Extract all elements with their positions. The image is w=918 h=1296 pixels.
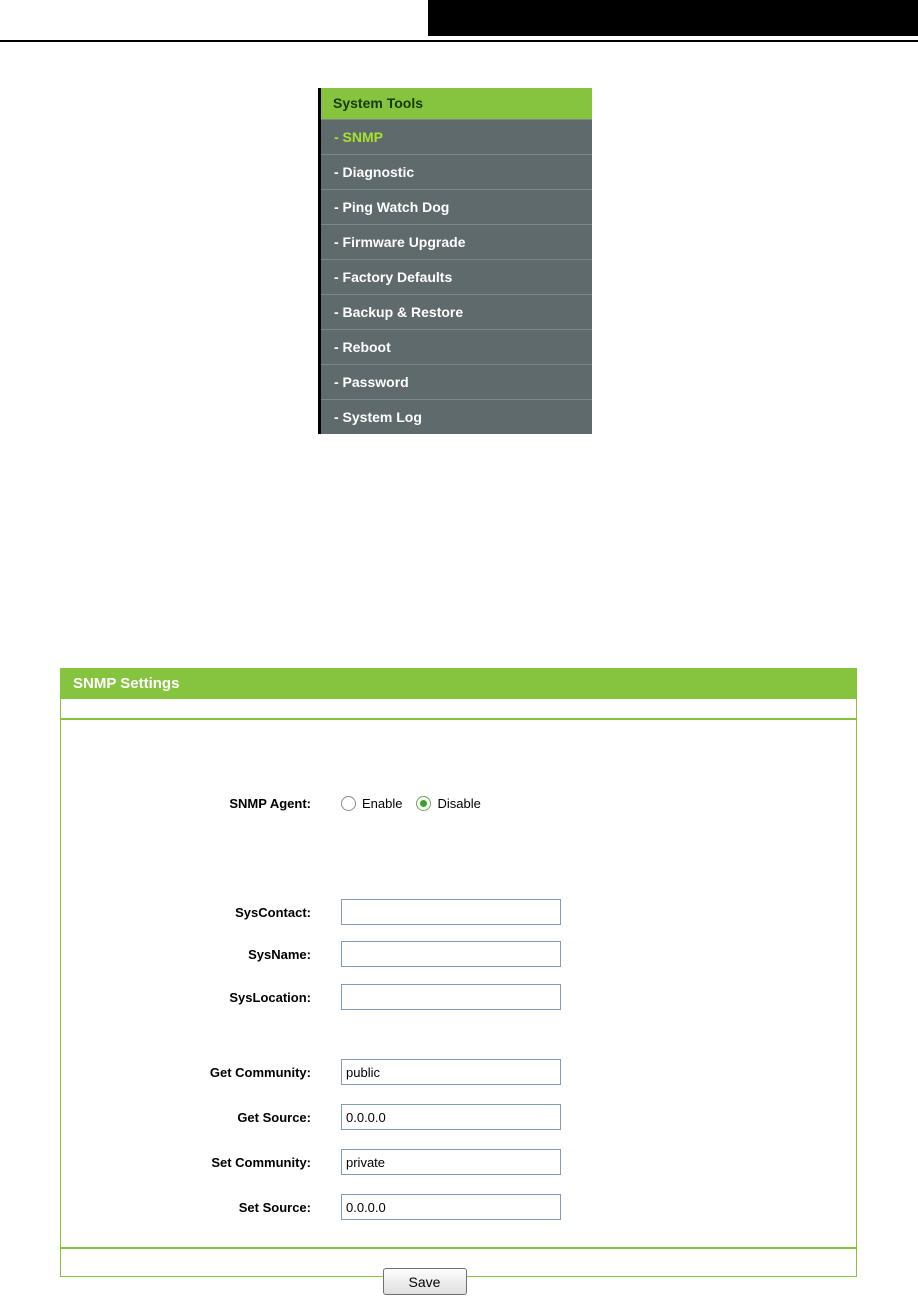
sidebar-item-diagnostic[interactable]: - Diagnostic: [321, 154, 592, 189]
snmp-agent-row: [61, 790, 856, 816]
sidebar-item-factory-defaults[interactable]: - Factory Defaults: [321, 259, 592, 294]
syslocation-label: SysLocation:: [229, 989, 311, 1005]
snmp-agent-radiogroup: [341, 796, 495, 811]
disable-radio-option[interactable]: [416, 796, 480, 811]
snmp-agent-label: SNMP Agent:: [229, 795, 311, 811]
sidebar-item-ping-watch-dog[interactable]: - Ping Watch Dog: [321, 189, 592, 224]
panel-title: SNMP Settings: [61, 669, 856, 699]
enable-radio[interactable]: [341, 796, 356, 811]
set-community-input[interactable]: [341, 1149, 561, 1175]
set-source-row: [61, 1194, 856, 1220]
save-row: [61, 1268, 856, 1295]
panel-body: [61, 699, 856, 1290]
sidebar-item-reboot[interactable]: - Reboot: [321, 329, 592, 364]
top-black-banner: [428, 0, 918, 36]
enable-radio-option[interactable]: [341, 796, 402, 811]
set-community-label: Set Community:: [211, 1154, 311, 1170]
syscontact-row: [61, 899, 856, 925]
set-source-input[interactable]: [341, 1194, 561, 1220]
sidebar-item-firmware-upgrade[interactable]: - Firmware Upgrade: [321, 224, 592, 259]
syscontact-label: SysContact:: [235, 904, 311, 920]
sysname-label: SysName:: [248, 946, 311, 962]
sidebar-item-system-log[interactable]: - System Log: [321, 399, 592, 434]
sidebar-item-backup-restore[interactable]: - Backup & Restore: [321, 294, 592, 329]
syslocation-input[interactable]: [341, 984, 561, 1010]
sysname-input[interactable]: [341, 941, 561, 967]
disable-radio-label: Disable: [437, 795, 481, 811]
sysname-row: [61, 941, 856, 967]
get-source-input[interactable]: [341, 1104, 561, 1130]
disable-radio[interactable]: [416, 796, 431, 811]
sidebar-header-system-tools[interactable]: System Tools: [321, 88, 592, 119]
set-source-label: Set Source:: [238, 1199, 311, 1215]
header-divider: [0, 40, 918, 42]
save-button[interactable]: Save: [383, 1268, 467, 1295]
get-community-input[interactable]: [341, 1059, 561, 1085]
get-community-row: [61, 1059, 856, 1085]
get-source-label: Get Source:: [237, 1109, 311, 1125]
sidebar-item-snmp[interactable]: - SNMP: [321, 119, 592, 154]
top-separator: [61, 718, 856, 720]
sidebar-item-password[interactable]: - Password: [321, 364, 592, 399]
syscontact-input[interactable]: [341, 899, 561, 925]
enable-radio-label: Enable: [362, 795, 403, 811]
get-source-row: [61, 1104, 856, 1130]
set-community-row: [61, 1149, 856, 1175]
get-community-label: Get Community:: [209, 1064, 311, 1080]
syslocation-row: [61, 984, 856, 1010]
snmp-settings-panel: [60, 668, 857, 1290]
bottom-separator: [61, 1247, 856, 1249]
sidebar-menu: [318, 88, 592, 434]
